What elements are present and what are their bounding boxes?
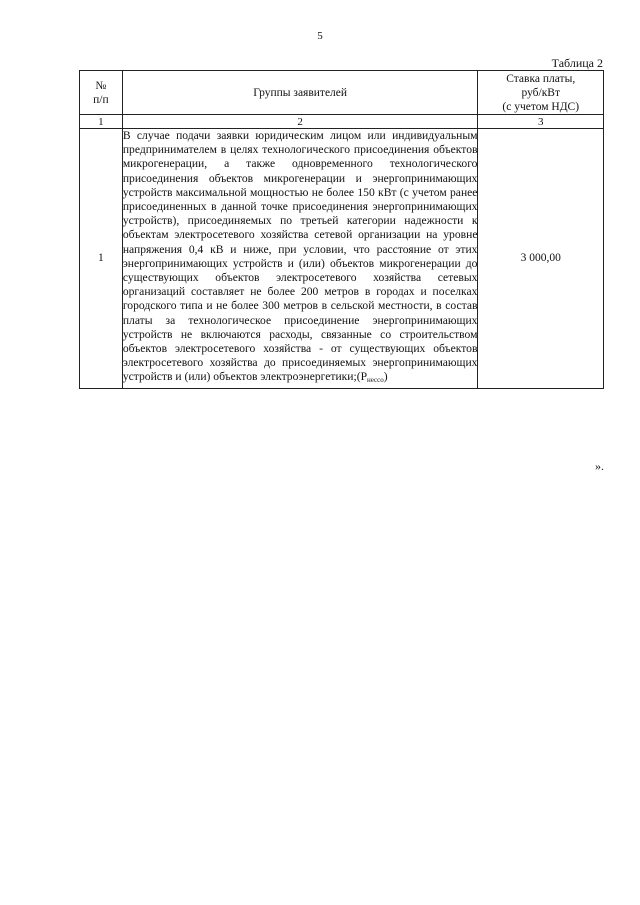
header-rate-line2: руб/кВт — [521, 86, 560, 99]
header-group-label: Группы заявителей — [253, 86, 348, 99]
header-group — [122, 71, 478, 115]
column-index-row — [80, 115, 604, 129]
page-number: 5 — [317, 30, 323, 42]
row-num: 1 — [80, 129, 123, 389]
table-caption: Таблица 2 — [551, 56, 603, 70]
table-row — [80, 129, 604, 389]
header-num-label: № п/п — [93, 79, 109, 106]
row-description-suffix: ) — [383, 370, 388, 384]
header-rate-line1: Ставка платы, — [506, 72, 576, 85]
closing-mark: ». — [595, 459, 604, 473]
rates-table — [79, 70, 604, 389]
row-description-text: В случае подачи заявки юридическим лицом или индивидуальным предпринимателем в целях технологического присоединения объектов микрогенерации, а также одновременного технологического присоединения объектов микрогенерации и энергопринимающих устройств максимальной мощностью не более 150 кВт (с учетом ранее присоединенных в данной точке присоединения энергопринимающих устройств), присоединяемых по третьей категории надежности к объектам электросетевого хозяйства сетевой организации на уровне напряжения 0,4 кВ и ниже, при условии, что расстояние от этих энергопринимающих устройств и (или) объектов микрогенерации до существующих объектов электросетевого хозяйства сетевых организаций составляет не более 200 метров в городах и поселках городского типа и не более 300 метров в сельской местности, в состав платы за технологическое присоединение энергопринимающих устройств не включаются расходы, связанные со строительством объектов электросетевого хозяйства - от существующих объектов электросетевого хозяйства до присоединяемых энергопринимающих устройств и (или) объектов электроэнергетики;(P — [122, 129, 478, 384]
column-index-3: 3 — [478, 115, 604, 129]
column-index-2: 2 — [122, 115, 478, 129]
header-num — [80, 71, 123, 115]
table-header-row — [80, 71, 604, 115]
header-rate-line3: (с учетом НДС) — [502, 100, 580, 113]
header-rate — [478, 71, 604, 115]
row-description — [122, 129, 478, 389]
row-rate: 3 000,00 — [478, 129, 604, 389]
row-description-subscript: нессо — [367, 376, 384, 385]
column-index-1: 1 — [80, 115, 123, 129]
